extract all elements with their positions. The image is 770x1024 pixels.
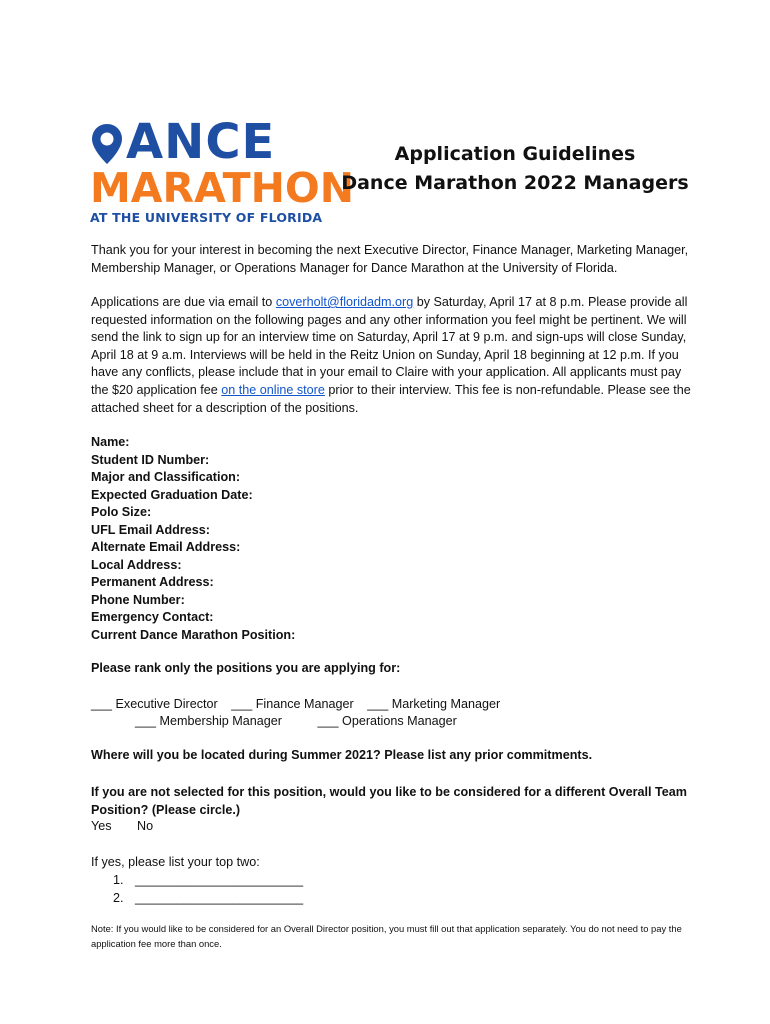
rank-option-finance-manager: ___ Finance Manager — [231, 697, 354, 711]
logo-marathon-text: MARATHON — [90, 164, 355, 212]
summer-question: Where will you be located during Summer 2021? Please list any prior commitments. — [91, 748, 593, 762]
list-number: 2. — [113, 890, 124, 905]
logo-dance-text: ANCE — [126, 114, 276, 170]
field-label: Local Address: — [91, 557, 182, 572]
dance-marathon-logo — [90, 114, 355, 225]
field-label: Polo Size: — [91, 505, 152, 519]
blank-line: ________________________ — [135, 890, 304, 905]
field-label: Current Dance Marathon Position: — [91, 627, 296, 642]
list-number: 1. — [113, 873, 124, 887]
top-two-list — [113, 872, 303, 907]
field-label: UFL Email Address: — [91, 522, 210, 537]
yes-no-choice — [91, 819, 175, 833]
field-label: Name: — [91, 435, 130, 449]
title-line-1: Application Guidelines — [394, 143, 636, 165]
field-label: Emergency Contact: — [91, 610, 214, 624]
page-title — [330, 140, 700, 198]
yes-option: Yes — [91, 819, 112, 833]
field-label: Major and Classification: — [91, 470, 241, 484]
field-label: Alternate Email Address: — [91, 540, 241, 554]
list-item — [113, 890, 303, 908]
intro-paragraph: Thank you for your interest in becoming the next Executive Director, Finance Manager, Marketing Manager, Membership Manager, or Operations Manager for Dance Marathon at the University of Florida. — [91, 243, 689, 275]
rank-question: Please rank only the positions you are applying for: — [91, 661, 401, 675]
rank-row-1 — [91, 697, 510, 711]
email-link[interactable]: coverholt@floridadm.org — [275, 295, 414, 309]
blank-line: ________________________ — [135, 873, 304, 887]
logo-dance-line — [90, 114, 322, 170]
field-label: Student ID Number: — [91, 452, 210, 467]
title-line-2: Dance Marathon 2022 Managers — [341, 172, 689, 194]
logo-university-text: AT THE UNIVERSITY OF FLORIDA — [90, 210, 323, 225]
field-label: Phone Number: — [91, 592, 185, 607]
rank-option-executive-director: ___ Executive Director — [91, 697, 218, 711]
alternate-position-question: If you are not selected for this position, would you like to be considered for a different Overall Team Position? (Please circle.) — [91, 785, 687, 817]
rank-option-marketing-manager: ___ Marketing Manager — [367, 697, 501, 711]
applicant-fields — [91, 434, 295, 644]
rank-option-operations-manager: ___ Operations Manager — [317, 714, 457, 728]
list-item — [113, 872, 303, 890]
footnote: Note: If you would like to be considered for an Overall Director position, you must fill out that application separately. You do not need to pay the application fee more than once. — [91, 923, 682, 949]
rank-option-membership-manager: ___ Membership Manager — [135, 714, 283, 728]
rank-row-2 — [135, 714, 467, 728]
top-two-prompt: If yes, please list your top two: — [91, 855, 260, 869]
details-text-2: by Saturday, April 17 at 8 p.m. Please provide all requested information on the following pages and any other information you feel might be pertinent. We will send the link to sign up for an interview time on Saturday, April 17 at 9 p.m. and sign-ups will close Sunday, April 18 at 9 a.m. Interviews will be held in the Reitz Union on Sunday, April 18 beginning at 12 p.m. If you have any conflicts, please include that in your email to Claire with your application. All applicants must pay the $20 application fee — [91, 295, 688, 397]
online-store-link[interactable]: on the online store — [221, 382, 325, 397]
details-text-1: Applications are due via email to — [91, 295, 276, 309]
map-pin-icon — [90, 122, 124, 166]
field-label: Expected Graduation Date: — [91, 487, 253, 502]
details-paragraph — [91, 294, 691, 417]
no-option: No — [137, 819, 154, 833]
field-label: Permanent Address: — [91, 575, 214, 589]
details-text-3: prior to their interview. This fee is non-refundable. Please see the attached sheet for a description of the positions. — [91, 382, 691, 415]
